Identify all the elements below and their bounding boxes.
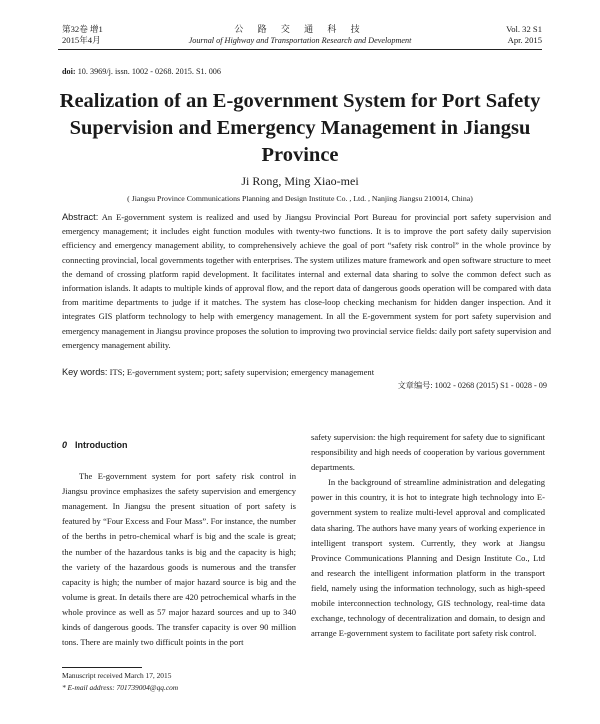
keywords: [62, 366, 551, 378]
journal-title-zh: 公 路 交 通 科 技: [234, 24, 366, 34]
doi-line: [62, 67, 221, 76]
footnote-email: * E-mail address: 701739004@qq.com: [62, 683, 179, 692]
abstract: [62, 210, 551, 352]
paper-title: Realization of an E-government System for Port Safety Supervision and Emergency Management in Jiangsu Province: [59, 90, 541, 166]
section-heading: [62, 438, 296, 453]
intro-paragraph-1: The E-government system for port safety risk control in Jiangsu province emphasizes the safety supervision and emergency management. In Jiangsu the present situation of port safety is featured by “Four Excess and Four Mass”. For instance, the number of the berths in petro-chemical wharf is big and the scale is great; the number of the hazardous tanks is big and the capacity is high; the variety of the hazardous goods is numerous and the transfer capacity is high; the number of major hazard source is big and the volume is great. In details there are 420 petrochemical wharfs in the whole province as well as 57 major hazard sources and up to 340 kinds of dangerous goods. The transfer capacity is over 90 million tons. There are mainly two difficult points in the port: [62, 471, 296, 648]
body-right-column: [311, 430, 545, 641]
doi-value: 10. 3969/j. issn. 1002 - 0268. 2015. S1. 006: [77, 67, 221, 76]
section-number: 0: [62, 440, 68, 450]
header-volume: 第32卷 增1: [62, 24, 103, 34]
paper-authors: Ji Rong, Ming Xiao-mei: [241, 174, 359, 188]
header-date-en: Apr. 2015: [507, 35, 542, 45]
intro-paragraph-1-continued: safety supervision: the high requirement for safety due to significant responsibility and high needs of cooperation by various government departments.: [311, 432, 545, 473]
header-rule: [58, 49, 542, 50]
section-title: Introduction: [75, 440, 128, 450]
header-journal: [150, 24, 450, 46]
header-volume-info-en: [506, 24, 542, 46]
doi-label: doi:: [62, 67, 76, 76]
abstract-label: Abstract:: [62, 212, 99, 222]
header-volume-info: [62, 24, 103, 46]
article-number: 文章编号: 1002 - 0268 (2015) S1 - 0028 - 09: [397, 381, 547, 390]
header-volume-en: Vol. 32 S1: [506, 24, 542, 34]
abstract-text: An E-government system is realized and used by Jiangsu Provincial Port Bureau for provincial port safety supervision and emergency management; it includes eight function modules with twenty-two functions. It is to improve the port safety daily supervision efficiency and emergency management ability, to comprehensively achieve the goal of port “safety risk control” in the whole province by connecting provincial, local governments together with enterprises. The system utilizes mature framework and open software structure to meet the demand of crossing platform rapid development. It facilitates internal and external data sharing to solve the common defect such as information islands. It adapts to multiple kinds of approval flow, and the report data of dangerous goods operation will be compared with data from maritime departments to judge if it matches. The system has close-loop checking mechanism for hidden danger inspection. And it integrates GIS platform technology to help with emergency management. In all the E-government system for port safety supervision and emergency management in Jiangsu province proposes the solution to improving two provincial service fields: daily port safety supervision and emergency management ability.: [62, 212, 551, 350]
footnote-received: Manuscript received March 17, 2015: [62, 671, 172, 680]
journal-title-en: Journal of Highway and Transportation Research and Development: [188, 36, 412, 45]
header-date-zh: 2015年4月: [62, 35, 101, 45]
intro-paragraph-2: In the background of streamline administration and delegating power in this country, it is hot to integrate high technology into E-government system to realize multi-level approval and complicated data sharing. The authors have many years of working experience in intelligent transport system. Currently, they work at Jiangsu Province Communications Planning and Design Institute Co., Ltd and research the intelligent information platform in the transport field, namely using the information technology, such as high-speed mobile interconnection technology, GIS technology, real-time data exchange, technology of decentralization and domain, to design and arrange E-government system to facilitate port safety risk control.: [311, 477, 545, 639]
keywords-text: ITS; E-government system; port; safety supervision; emergency management: [109, 367, 375, 377]
footnote-rule: [62, 667, 142, 668]
body-left-column: [62, 438, 296, 650]
keywords-label: Key words:: [62, 367, 108, 377]
paper-affiliation: ( Jiangsu Province Communications Planning and Design Institute Co. , Ltd. , Nanjing Jiangsu 210014, China): [127, 194, 473, 203]
